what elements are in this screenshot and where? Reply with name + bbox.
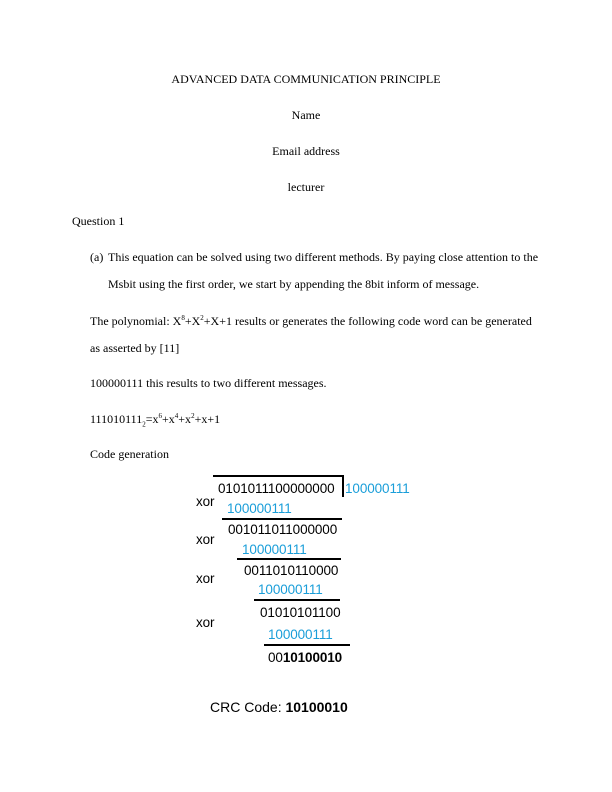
messages-line: 100000111 this results to two different messages.: [90, 376, 327, 390]
author-name: Name: [291, 108, 321, 122]
crc-label: CRC Code:: [210, 699, 286, 715]
poly-exponent-1: 8: [181, 314, 185, 322]
step3-rule: [254, 599, 340, 601]
author-email: Email address: [272, 144, 340, 158]
part-a-line-2: Msbit using the first order, we start by appending the 8bit inform of message.: [108, 277, 480, 291]
division-bracket: [342, 475, 344, 497]
remainder-bits: 10100010: [282, 650, 343, 665]
message-polynomial: [90, 412, 220, 427]
poly-rest: +X+1 results or generates the following code word can be generated: [203, 314, 532, 328]
remainder-prefix: 00: [268, 650, 283, 665]
step1-rule: [222, 518, 342, 520]
msg-exp-2: 4: [174, 412, 179, 420]
part-a-marker: (a): [90, 250, 104, 264]
msg-base: 2: [142, 420, 146, 429]
polynomial-line-2: as asserted by [11]: [90, 341, 180, 355]
msg-exp-1: 6: [158, 412, 162, 420]
msg-tail: +x+1: [194, 412, 221, 426]
xor-label-3: xor: [196, 571, 215, 586]
msg-exp-3: 2: [191, 412, 195, 420]
poly-plus-1: +X: [184, 314, 201, 328]
xor-label-4: xor: [196, 615, 215, 630]
poly-exponent-2: 2: [200, 314, 204, 322]
division-top-rule: [213, 475, 343, 477]
poly-prefix: The polynomial: X: [90, 314, 182, 328]
part-a-line-1: This equation can be solved using two different methods. By paying close attention to the: [108, 250, 539, 264]
step4-rule: [264, 644, 350, 646]
divisor: 100000111: [345, 481, 410, 496]
step4-subtrahend: 100000111: [268, 627, 333, 642]
xor-label-1: xor: [196, 494, 215, 509]
lecturer-name: lecturer: [287, 180, 325, 194]
question-heading: Question 1: [72, 214, 125, 228]
document-title: ADVANCED DATA COMMUNICATION PRINCIPLE: [171, 72, 441, 86]
step2-result: 0011010110000: [244, 563, 339, 578]
msg-eq: =x: [145, 412, 159, 426]
step3-subtrahend: 100000111: [258, 582, 323, 597]
step1-result: 001011011000000: [228, 522, 338, 537]
step2-subtrahend: 100000111: [242, 542, 307, 557]
msg-bits: 111010111: [90, 412, 143, 426]
msg-plus-1: +x: [162, 412, 175, 426]
msg-plus-2: +x: [178, 412, 192, 426]
step2-rule: [237, 558, 341, 560]
step3-result: 01010101100: [260, 605, 341, 620]
remainder: [268, 650, 342, 665]
polynomial-line: [90, 314, 532, 329]
xor-label-2: xor: [196, 532, 215, 547]
crc-code-line: [210, 699, 348, 715]
dividend: 0101011100000000: [218, 481, 335, 496]
crc-value: 10100010: [285, 699, 348, 715]
step1-subtrahend: 100000111: [227, 501, 292, 516]
code-generation-label: Code generation: [90, 447, 169, 461]
